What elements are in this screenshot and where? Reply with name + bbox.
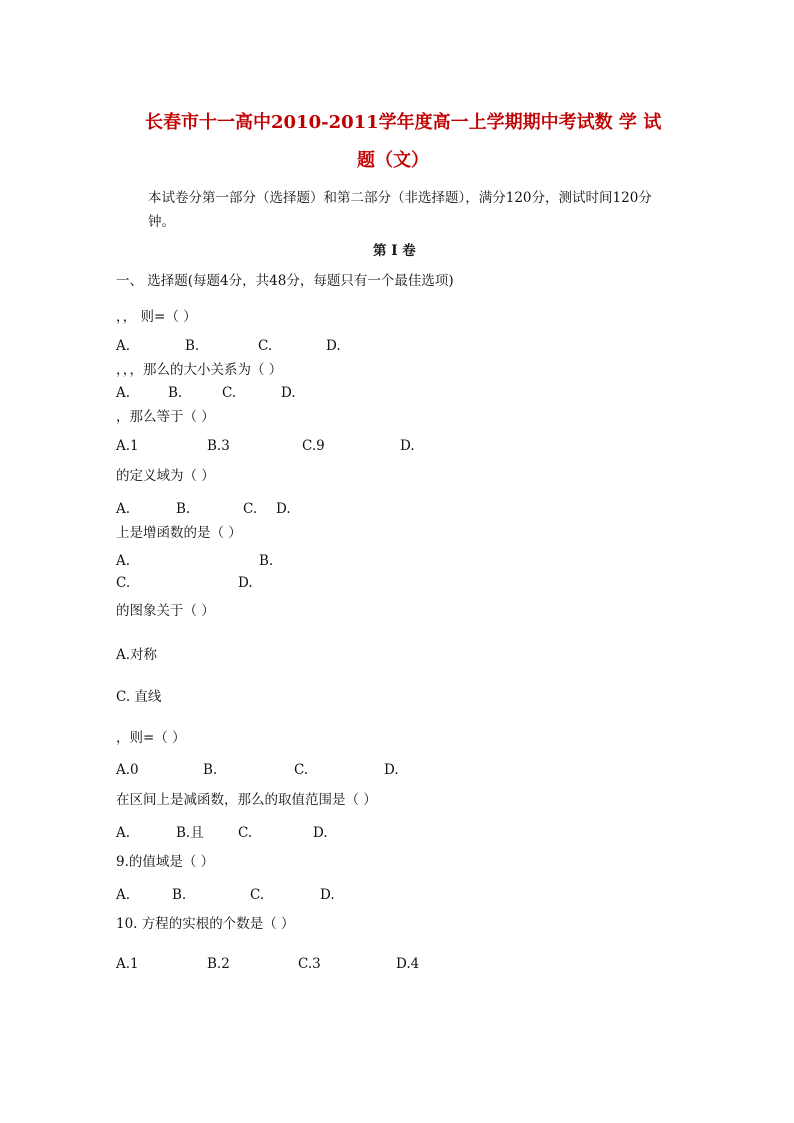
question-5-stem: 上是增函数的是（ ） [116, 525, 242, 541]
question-8-option-b: B.且 [176, 825, 204, 841]
section-heading: 一、 选择题(每题4分，共48分，每题只有一个最佳选项) [116, 273, 454, 289]
question-9-stem: 9.的值域是（ ） [116, 854, 215, 870]
part-heading: 第 I 卷 [373, 243, 416, 259]
question-9-option-c: C. [250, 887, 265, 903]
question-6-option-c: C. 直线 [116, 689, 162, 705]
question-2-option-b: B. [168, 385, 183, 401]
question-10-option-a: A.1 [116, 956, 139, 972]
question-3-option-a: A.1 [116, 438, 139, 454]
question-5-option-b: B. [259, 553, 274, 569]
question-4-stem: 的定义域为（ ） [116, 468, 215, 484]
exam-title-line2: 题（文） [357, 150, 429, 171]
question-4-option-b: B. [176, 501, 191, 517]
question-1-option-d: D. [326, 338, 341, 354]
question-9-option-a: A. [116, 887, 131, 903]
question-10-option-c: C.3 [298, 956, 321, 972]
intro-line2: 钟。 [148, 214, 175, 230]
question-3-option-b: B.3 [207, 438, 230, 454]
question-7-stem: ，则=（ ） [116, 730, 186, 746]
question-1-option-c: C. [258, 338, 273, 354]
question-2-option-a: A. [116, 385, 131, 401]
question-5-option-a: A. [116, 553, 131, 569]
question-4-option-d: D. [276, 501, 291, 517]
intro-line1: 本试卷分第一部分（选择题）和第二部分（非选择题），满分120分，测试时间120分 [148, 190, 652, 206]
question-7-option-d: D. [384, 762, 399, 778]
question-8-option-a: A. [116, 825, 131, 841]
question-10-option-d: D.4 [396, 956, 420, 972]
question-8-option-d: D. [313, 825, 328, 841]
question-7-option-c: C. [294, 762, 309, 778]
exam-title-line1: 长春市十一高中2010-2011学年度高一上学期期中考试数 学 试 [145, 112, 662, 133]
question-2-option-c: C. [222, 385, 237, 401]
question-2-stem: ，，，那么的大小关系为（ ） [116, 362, 283, 378]
question-7-option-a: A.0 [116, 762, 139, 778]
question-4-option-a: A. [116, 501, 131, 517]
question-8-stem: 在区间上是减函数，那么的取值范围是（ ） [116, 792, 377, 808]
question-5-option-d: D. [238, 575, 253, 591]
question-9-option-d: D. [320, 887, 335, 903]
question-1-stem: ，， 则=（ ） [116, 309, 197, 325]
question-9-option-b: B. [172, 887, 187, 903]
question-3-stem: ，那么等于（ ） [116, 409, 215, 425]
question-10-option-b: B.2 [207, 956, 230, 972]
question-3-option-d: D. [400, 438, 415, 454]
question-10-stem: 10. 方程的实根的个数是（ ） [116, 916, 295, 932]
question-6-option-a: A.对称 [116, 647, 158, 663]
question-2-option-d: D. [281, 385, 296, 401]
question-6-stem: 的图象关于（ ） [116, 603, 215, 619]
question-1-option-b: B. [185, 338, 200, 354]
question-4-option-c: C. [243, 501, 258, 517]
question-1-option-a: A. [116, 338, 131, 354]
question-5-option-c: C. [116, 575, 131, 591]
question-3-option-c: C.9 [302, 438, 325, 454]
question-7-option-b: B. [203, 762, 218, 778]
question-8-option-c: C. [238, 825, 253, 841]
